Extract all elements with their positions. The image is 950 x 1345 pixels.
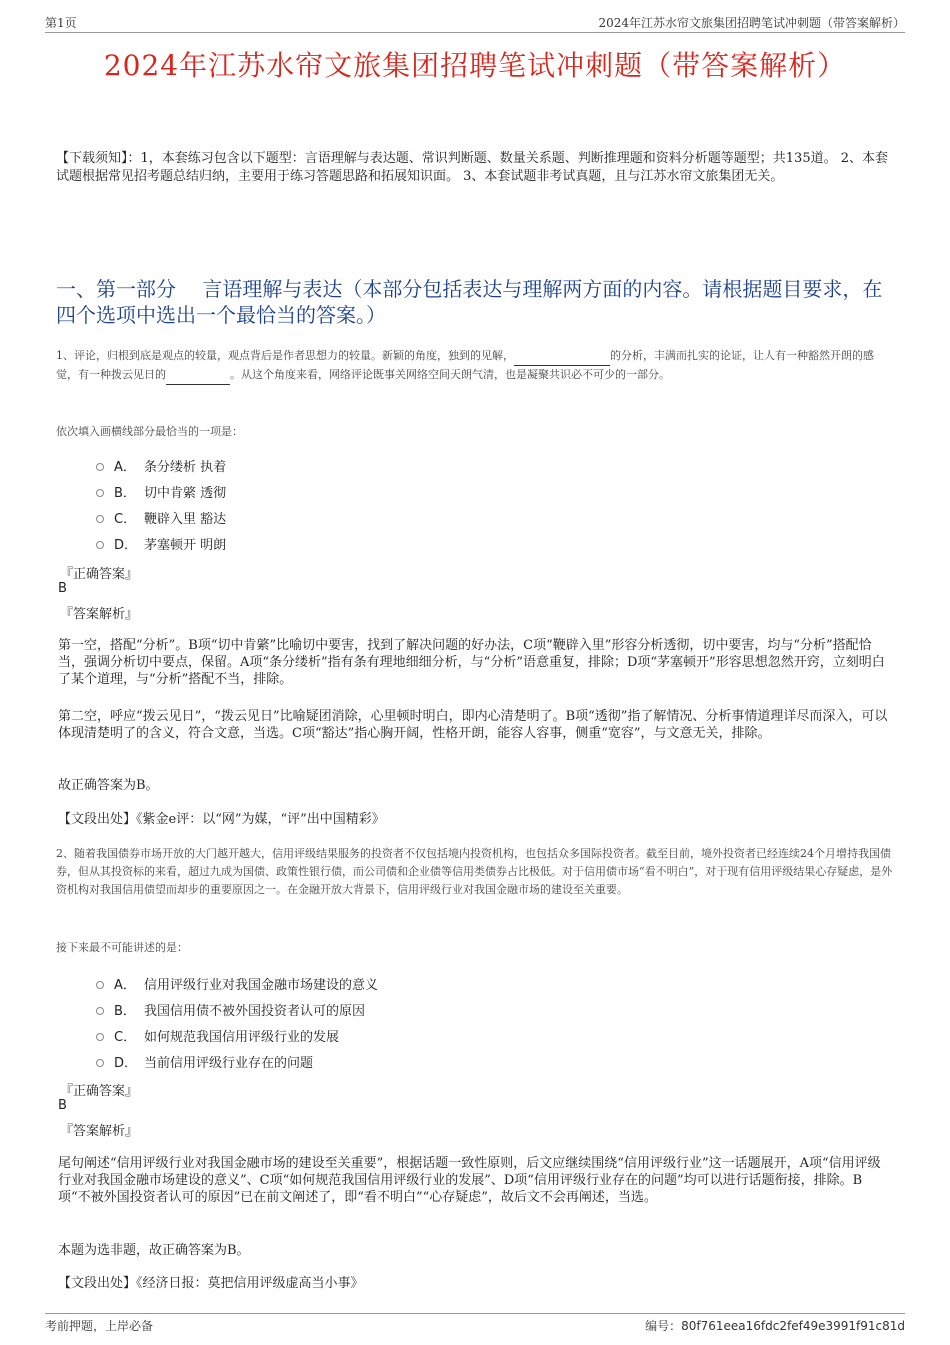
radio-icon[interactable] (96, 463, 104, 471)
footer-doc-id: 编号：80f761eea16fdc2fef49e3991f91c81d (645, 1319, 905, 1333)
analysis-paragraph-1: 第一空，搭配“分析”。B项“切中肯綮”比喻切中要害，找到了解决问题的好办法，C项“鞭辟入里”形容分析透彻，切中要害，均与“分析”搭配恰当，强调分析切中要点，保留。A项“条分缕析”指有条有理地细细分析，与“分析”语意重复，排除；D项“茅塞顿开”形容思想忽然开窍，立刻明白了某个道理，与“分析”搭配不当，排除。 (58, 638, 885, 687)
question-1-text-b: 的分析，丰满而扎实的论证，让人有一种豁然开朗的感觉，有一种拨云见日的 (56, 349, 874, 381)
analysis-conclusion: 故正确答案为B。 (58, 778, 159, 793)
question-2-prompt: 接下来最不可能讲述的是： (56, 941, 188, 954)
option-a[interactable]: A． 条分缕析 执着 (96, 452, 226, 478)
radio-icon[interactable] (96, 515, 104, 523)
option-c[interactable]: C． 鞭辟入里 豁达 (96, 504, 226, 530)
radio-icon[interactable] (96, 1059, 104, 1067)
option-b[interactable]: B． 切中肯綮 透彻 (96, 478, 226, 504)
correct-answer: B (58, 581, 67, 596)
page-number: 第1页 (45, 16, 77, 30)
question-2-options (96, 970, 378, 1074)
source-citation: 【文段出处】《紫金e评：以“网”为媒，“评”出中国精彩》 (58, 812, 385, 827)
radio-icon[interactable] (96, 489, 104, 497)
option-b[interactable]: B． 我国信用债不被外国投资者认可的原因 (96, 996, 378, 1022)
analysis-paragraph-2: 第二空，呼应“拨云见日”，“拨云见日”比喻疑团消除，心里顿时明白，即内心清楚明了。B项“透彻”指了解情况、分析事情道理详尽而深入，可以体现清楚明了的含义，符合文意，当选。C项“豁达”指心胸开阔，性格开朗，能容人容事，侧重“宽容”，与文意无关，排除。 (58, 709, 888, 741)
correct-answer-label: 『正确答案』 (60, 567, 139, 582)
radio-icon[interactable] (96, 981, 104, 989)
analysis-label: 『答案解析』 (60, 607, 139, 622)
footer-slogan: 考前押题，上岸必备 (45, 1319, 154, 1333)
analysis-label: 『答案解析』 (60, 1124, 139, 1139)
question-2-text: 2、随着我国债券市场开放的大门越开越大，信用评级结果服务的投资者不仅包括境内投资机构，也包括众多国际投资者。截至目前，境外投资者已经连续24个月增持我国债券，但从其投资标的来看，超过九成为国债、政策性银行债，而公司债和企业债等信用类债券占比极低。对于信用债市场“看不明白”，对于现有信用评级结果心存疑虑，是外资机构对我国信用债望而却步的重要原因之一。在金融开放大背景下，信用评级行业对我国金融市场的建设至关重要。 (56, 847, 893, 896)
analysis-conclusion: 本题为选非题，故正确答案为B。 (58, 1243, 250, 1258)
question-1-text-c: 。从这个角度来看，网络评论既事关网络空间天朗气清，也是凝聚共识必不可少的一部分。 (230, 368, 670, 381)
question-1-options (96, 452, 226, 556)
question-1-text-a: 1、评论，归根到底是观点的较量，观点背后是作者思想力的较量。新颖的角度，独到的见解， (56, 349, 514, 362)
fill-blank-2 (166, 366, 230, 385)
download-notice: 【下载须知】：1，本套练习包含以下题型：言语理解与表达题、常识判断题、数量关系题、判断推理题和资料分析题等题型；共135道。 2、本套试题根据常见招考题总结归纳，主要用于练习答题思路和拓展知识面。 3、本套试题非考试真题，且与江苏水帘文旅集团无关。 (56, 151, 888, 184)
correct-answer: B (58, 1098, 67, 1113)
option-d[interactable]: D． 当前信用评级行业存在的问题 (96, 1048, 378, 1074)
option-c[interactable]: C． 如何规范我国信用评级行业的发展 (96, 1022, 378, 1048)
page-header (45, 14, 905, 33)
section-title: 一、第一部分 言语理解与表达（本部分包括表达与理解两方面的内容。请根据题目要求，在四个选项中选出一个最恰当的答案。） (56, 277, 883, 327)
option-a[interactable]: A． 信用评级行业对我国金融市场建设的意义 (96, 970, 378, 996)
radio-icon[interactable] (96, 1007, 104, 1015)
option-d[interactable]: D． 茅塞顿开 明朗 (96, 530, 226, 556)
correct-answer-label: 『正确答案』 (60, 1084, 139, 1099)
page-title: 2024年江苏水帘文旅集团招聘笔试冲刺题（带答案解析） (103, 49, 847, 82)
question-1-text (56, 347, 894, 385)
question-1-prompt: 依次填入画横线部分最恰当的一项是： (56, 425, 243, 438)
radio-icon[interactable] (96, 541, 104, 549)
page-footer (45, 1313, 905, 1334)
radio-icon[interactable] (96, 1033, 104, 1041)
fill-blank-1 (514, 347, 610, 366)
header-doc-title: 2024年江苏水帘文旅集团招聘笔试冲刺题（带答案解析） (598, 16, 905, 30)
source-citation: 【文段出处】《经济日报：莫把信用评级虚高当小事》 (58, 1276, 364, 1291)
analysis-paragraph-1: 尾句阐述“信用评级行业对我国金融市场的建设至关重要”，根据话题一致性原则，后文应继续围绕“信用评级行业”这一话题展开，A项“信用评级行业对我国金融市场建设的意义”、C项“如何规范我国信用评级行业的发展”、D项“信用评级行业存在的问题”均可以进行话题衔接，排除。B项“不被外国投资者认可的原因”已在前文阐述了，即“看不明白”“心存疑虑”，故后文不会再阐述，当选。 (58, 1156, 881, 1205)
